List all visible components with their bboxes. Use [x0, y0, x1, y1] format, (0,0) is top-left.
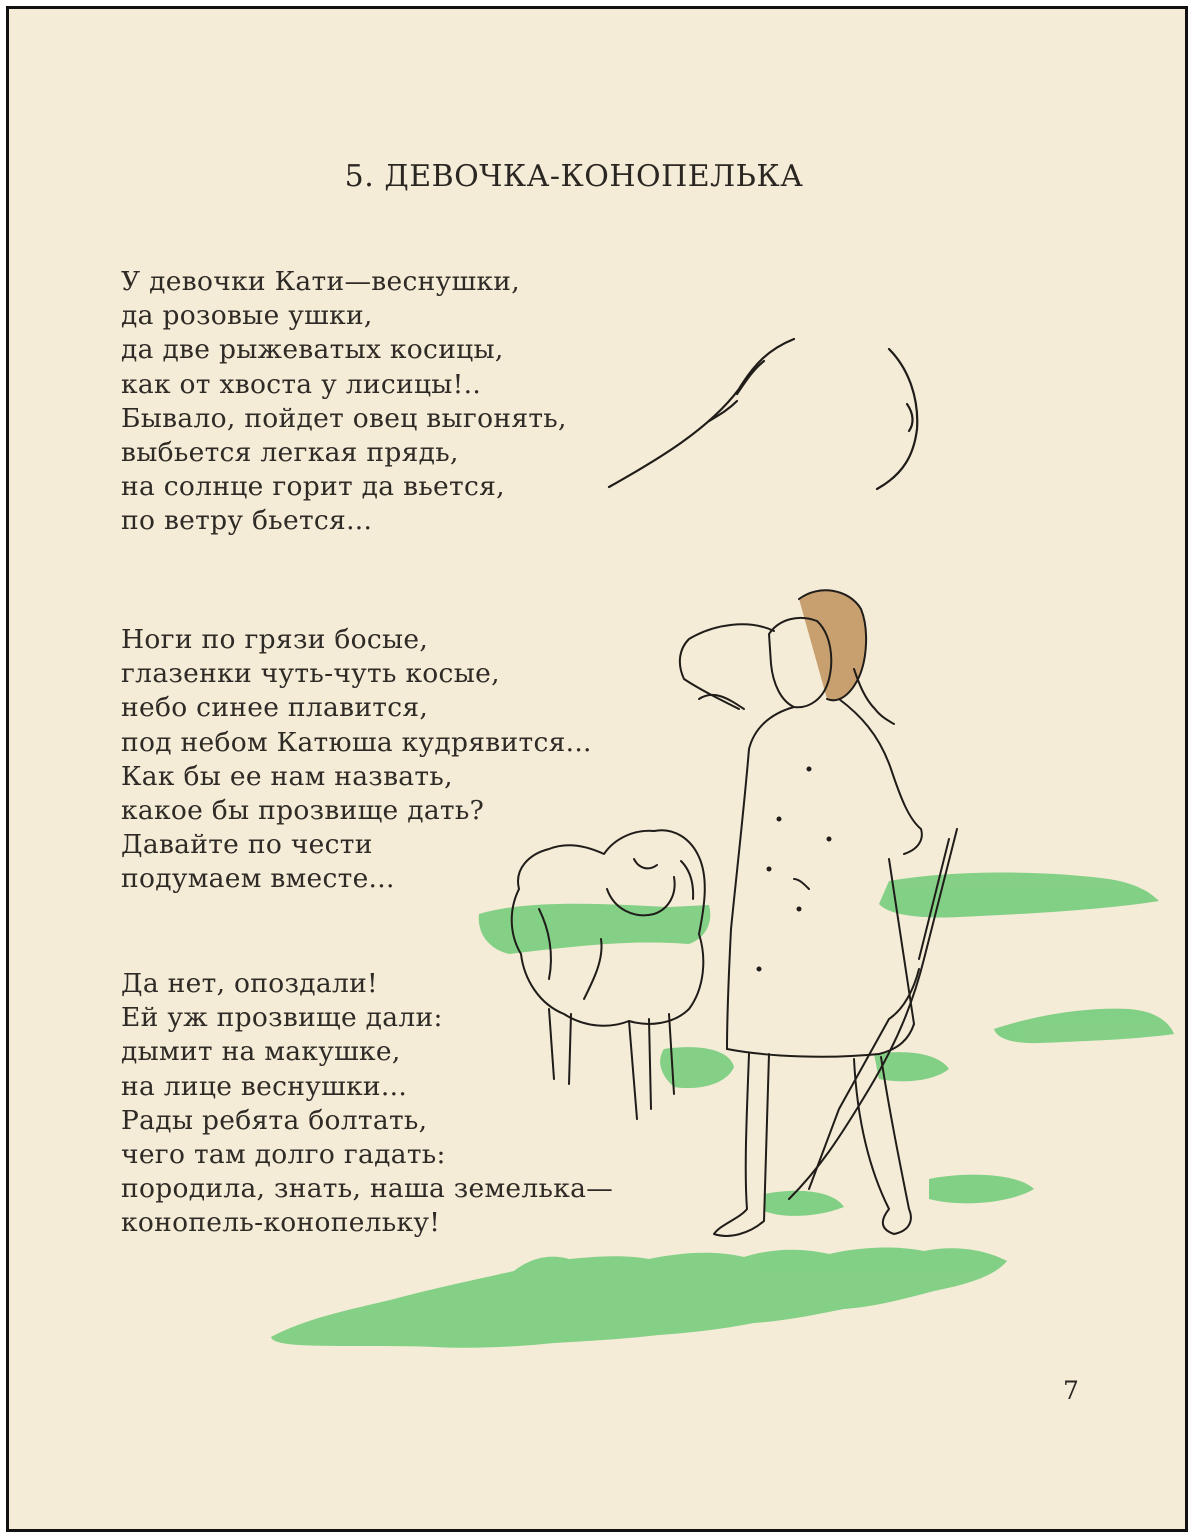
- verse-line: как от хвоста у лисицы!..: [121, 368, 482, 400]
- verse-line: да две рыжеватых косицы,: [121, 334, 504, 366]
- verse-line: подумаем вместе...: [121, 863, 395, 895]
- verse-line: чего там долго гадать:: [121, 1139, 446, 1171]
- stanza-1: [121, 265, 641, 539]
- verse-line: Ноги по грязи босые,: [121, 624, 429, 655]
- wind-strokes: [609, 339, 917, 489]
- stanza-2: [121, 623, 641, 897]
- book-page: [6, 6, 1188, 1532]
- verse-line: Рады ребята болтать,: [121, 1104, 428, 1136]
- verse-line: конопель-конопельку!: [121, 1207, 441, 1239]
- stanza-3: [121, 967, 641, 1241]
- verse-line: Как бы ее нам назвать,: [121, 760, 453, 792]
- verse-line: по ветру бьется...: [121, 505, 373, 537]
- page-title: 5. ДЕВОЧКА-КОНОПЕЛЬКА: [344, 159, 804, 194]
- verse-line: породила, знать, наша земелька—: [121, 1173, 614, 1205]
- verse-line: Ей уж прозвище дали:: [121, 1002, 443, 1034]
- page-number: 7: [1063, 1376, 1079, 1405]
- verse-line: какое бы прозвище дать?: [121, 795, 485, 827]
- verse-line: У девочки Кати—веснушки,: [121, 266, 520, 297]
- verse-line: да розовые ушки,: [121, 300, 373, 332]
- verse-line: Давайте по чести: [121, 829, 373, 861]
- verse-line: небо синее плавится,: [121, 692, 429, 724]
- verse-line: Да нет, опоздали!: [121, 968, 379, 999]
- verse-line: Бывало, пойдет овец выгонять,: [121, 402, 567, 434]
- verse-line: выбьется легкая прядь,: [121, 437, 459, 469]
- verse-line: под небом Катюша кудрявится...: [121, 726, 592, 758]
- verse-line: на лице веснушки...: [121, 1070, 408, 1102]
- verse-line: глазенки чуть-чуть косые,: [121, 658, 500, 690]
- verse-line: на солнце горит да вьется,: [121, 471, 505, 503]
- verse-line: дымит на макушке,: [121, 1036, 401, 1068]
